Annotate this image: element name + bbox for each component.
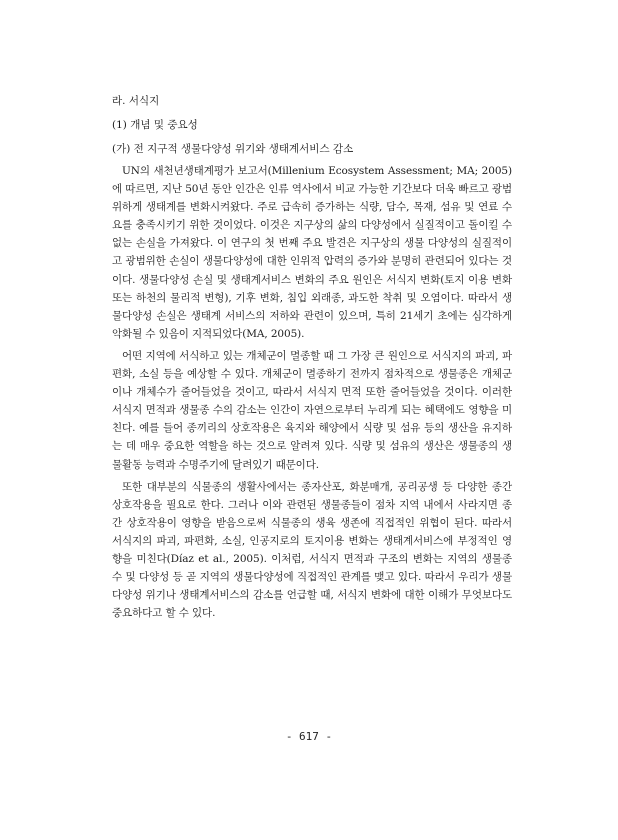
paragraph-ma-report: UN의 새천년생태계평가 보고서(Millenium Ecosystem Assessment; MA; 2005)에 따르면, 지난 50년 동안 인간은 인류 역사에서 비교 가능한 기간보다 더욱 빠르고 광범위하게 생태계를 변화시켜왔다. 주로 급속히 증가하는 식량, 담수, 목재, 섬유 및 연료 수요를 충족시키기 위한 것이었다. 이것은 지구상의 삶의 다양성에서 실질적이고 돌이킬 수없는 손실을 가져왔다. 이 연구의 첫 번째 주요 발견은 지구상의 생물 다양성의 실질적이고 광범위한 손실이 생물다양성에 대한 인위적 압력의 증가와 분명히 관련되어 있다는 것이다. 생물다양성 손실 및 생태계서비스 변화의 주요 원인은 서식지 변화(토지 이용 변화 또는 하천의 물리적 변형), 기후 변화, 침입 외래종, 과도한 착취 및 오염이다. 따라서 생물다양성 손실은 생태계 서비스의 저하와 관련이 있으며, 특히 21세기 초에는 심각하게 악화될 수 있음이 지적되었다(MA, 2005). [112,165,512,340]
document-page [112,94,512,626]
section-heading: 라. 서식지 [112,95,160,107]
paragraph-species-interaction: 또한 대부분의 식물종의 생활사에서는 종자산포, 화분매개, 공리공생 등 다양한 종간 상호작용을 필요로 한다. 그러나 이와 관련된 생물종들이 점차 지역 내에서 사라지면 종간 상호작용이 영향을 받음으로써 식물종의 생육 생존에 직접적인 위협이 된다. 따라서 서식지의 파괴, 파편화, 소실, 인공지로의 토지이용 변화는 생태계서비스에 부정적인 영향을 미친다(Díaz et al., 2005). 이처럼, 서식지 면적과 구조의 변화는 지역의 생물종 수 및 다양성 등 곧 지역의 생물다양성에 직접적인 관계를 맺고 있다. 따라서 우리가 생물다양성 위기나 생태계서비스의 감소를 언급할 때, 서식지 변화에 대한 이해가 무엇보다도 중요하다고 할 수 있다. [112,480,512,620]
paragraph-habitat-loss: 어떤 지역에 서식하고 있는 개체군이 멸종할 때 그 가장 큰 원인으로 서식지의 파괴, 파편화, 소실 등을 예상할 수 있다. 개체군이 멸종하기 전까지 점차적으로 생물종은 개체군이나 개체수가 줄어들었을 것이고, 따라서 서식지 면적 또한 줄어들었을 것이다. 이러한 서식지 면적과 생물종 수의 감소는 인간이 자연으로부터 누리게 되는 혜택에도 영향을 미친다. 예를 들어 종끼리의 상호작용은 육지와 해양에서 식량 및 섬유 등의 생산을 유지하는 데 매우 중요한 역할을 하는 것으로 알려져 있다. 식량 및 섬유의 생산은 생물종의 생물활동 능력과 수명주기에 달려있기 때문이다. [112,349,512,471]
subsection-heading: (1) 개념 및 중요성 [112,119,198,131]
subsubsection-heading: (가) 전 지구적 생물다양성 위기와 생태계서비스 감소 [112,143,354,155]
page-number: - 617 - [285,730,333,743]
